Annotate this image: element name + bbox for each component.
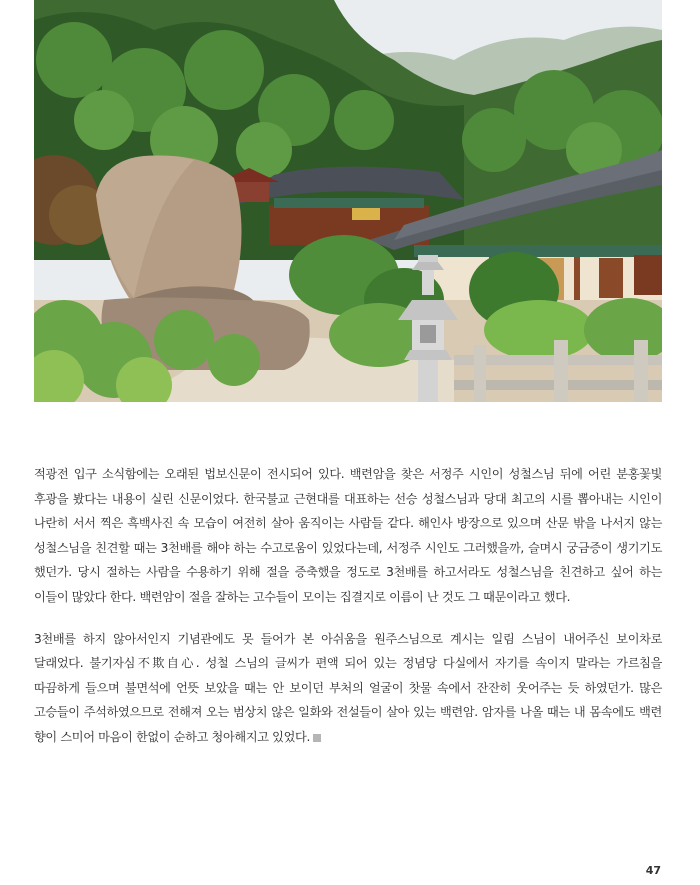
temple-photo-illustration: [34, 0, 662, 402]
end-of-article-square-icon: [313, 734, 321, 742]
article-paragraph-2: [34, 627, 662, 750]
article-paragraph-2-text: 3천배를 하지 않아서인지 기념관에도 못 들어가 본 아쉬움을 원주스님으로 계시는 일림 스님이 내어주신 보이차로 달래었다. 불기자심不欺自心. 성철 스님의 글씨가 편액 되어 있는 정념당 다실에서 자기를 속이지 말라는 가르침을 따끔하게 들으며 불면석에 언뜻 보았을 때는 안 보이던 부처의 얼굴이 찻물 속에서 잔잔히 웃어주는 듯 하였던가. 많은 고승들이 주석하였으므로 전해져 오는 범상치 않은 일화와 전설들이 살아 있는 백련암. 암자를 나올 때는 내 몸속에도 백련 향이 스미어 마음이 한없이 순하고 청아해지고 있었다.: [34, 631, 662, 744]
article-body: [34, 462, 662, 750]
temple-photo: [34, 0, 662, 402]
article-paragraph-1: 적광전 입구 소식함에는 오래된 법보신문이 전시되어 있다. 백련암을 찾은 서정주 시인이 성철스님 뒤에 어린 분홍꽃빛 후광을 봤다는 내용이 실린 신문이었다. 한국불교 근현대를 대표하는 선승 성철스님과 당대 최고의 시를 뽑아내는 시인이 나란히 서서 찍은 흑백사진 속 모습이 여전히 살아 움직이는 사람들 같다. 해인사 방장으로 있으며 산문 밖을 나서지 않는 성철스님을 친견할 때는 3천배를 해야 하는 수고로움이 있었다는데, 서정주 시인도 그러했을까, 슬며시 궁금증이 생기기도 했던가. 당시 절하는 사람을 수용하기 위해 절을 증축했을 정도로 3천배를 하고서라도 성철스님을 친견하고 싶어 하는 이들이 많았다 한다. 백련암이 절을 잘하는 고수들이 모이는 집결지로 이름이 난 것도 그 때문이라고 했다.: [34, 467, 662, 604]
page-number: 47: [645, 864, 661, 877]
